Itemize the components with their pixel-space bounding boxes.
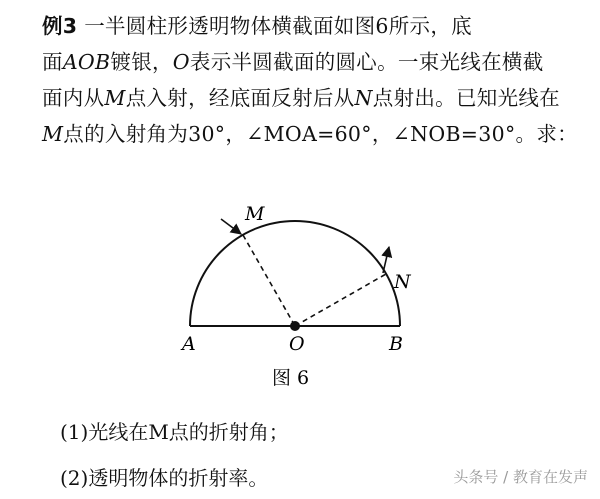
line-4-m: M xyxy=(42,122,64,146)
incident-arrow xyxy=(221,219,241,234)
problem-line-1 xyxy=(42,8,582,44)
example-label: 例3 xyxy=(42,14,78,38)
center-point-o xyxy=(290,321,300,331)
line-2-mid: 镀银， xyxy=(110,50,173,74)
problem-line-2 xyxy=(42,44,582,80)
line-2-aob: AOB xyxy=(62,50,111,74)
line-3-n: N xyxy=(354,86,373,110)
line-3-prefix: 面内从 xyxy=(42,86,105,110)
problem-line-1-text: 一半圆柱形透明物体横截面如图6所示，底 xyxy=(77,14,472,38)
question-1: (1)光线在M点的折射角； xyxy=(60,420,289,444)
semicircle-arc xyxy=(190,221,400,326)
figure-caption: 图 6 xyxy=(272,367,310,389)
problem-line-3 xyxy=(42,80,582,116)
watermark: 头条号 / 教育在发声 xyxy=(453,468,588,486)
line-3-rest: 点射出。已知光线在 xyxy=(372,86,560,110)
figure-6 xyxy=(160,198,460,398)
label-n: N xyxy=(394,271,411,293)
ray-o-to-n xyxy=(295,274,386,326)
problem-text xyxy=(42,8,582,152)
line-4-rest: 点的入射角为30°，∠MOA=60°，∠NOB=30°。求： xyxy=(63,122,578,146)
label-a: A xyxy=(182,333,196,355)
line-2-prefix: 面 xyxy=(42,50,63,74)
line-3-mid: 点入射，经底面反射后从 xyxy=(125,86,355,110)
line-3-m: M xyxy=(104,86,126,110)
problem-line-4 xyxy=(42,116,582,152)
label-o: O xyxy=(289,333,305,355)
ray-m-to-o xyxy=(243,235,295,326)
label-m: M xyxy=(245,203,265,225)
semicircle-diagram xyxy=(160,198,460,398)
question-2: (2)透明物体的折射率。 xyxy=(60,466,269,490)
line-2-rest: 表示半圆截面的圆心。一束光线在横截 xyxy=(189,50,544,74)
label-b: B xyxy=(389,333,403,355)
emergent-arrow xyxy=(383,247,389,273)
line-2-o: O xyxy=(172,50,190,74)
